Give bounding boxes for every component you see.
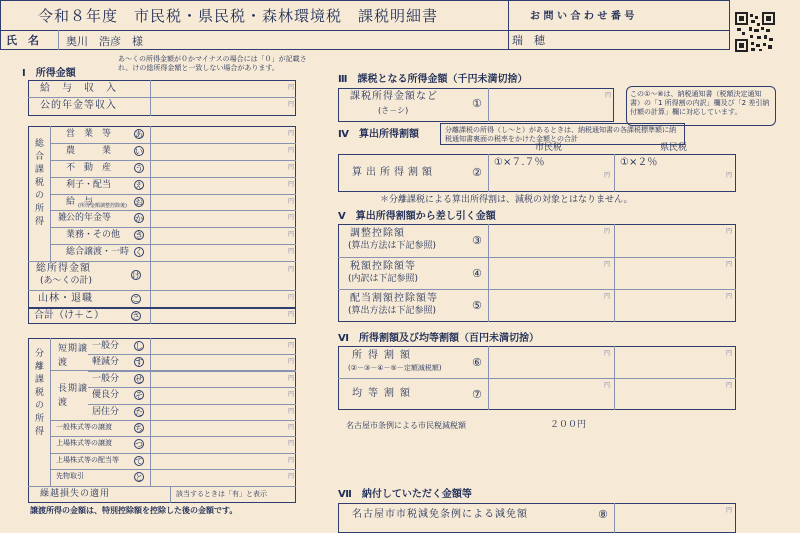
yen-unit: 円: [604, 350, 611, 357]
mark-sa: さ: [132, 312, 140, 321]
comprehensive-income-group-label: 総合課税の所得: [33, 138, 43, 229]
deduction-sub: (算出方法は下記参照): [348, 306, 437, 317]
yen-unit: 円: [288, 424, 295, 431]
section-4-title: Ⅳ 算出所得割額: [338, 129, 419, 140]
long-term-label: 長期譲渡: [58, 384, 89, 408]
income-row-label: 給 与: [66, 196, 94, 207]
value-col-divider: [150, 338, 151, 486]
city-reduction-value: ２００円: [550, 420, 587, 430]
separate-row-label: 一般分: [92, 341, 120, 351]
exemption-label: 名古屋市市税減免条例による減免額: [352, 509, 528, 520]
row-divider: [50, 143, 296, 144]
inquiry-label: お 問 い 合 わ せ 番 号: [530, 11, 635, 22]
income-note: あ〜くの所得金額が０かマイナスの場合には「０」が記載され、けの総所得金額と一致しない場合があります。: [118, 55, 307, 72]
yen-unit: 円: [604, 172, 611, 179]
col-divider: [614, 503, 615, 533]
separate-tax-footnote: ＊分離課税による算出所得割は、減税の対象とはなりません。: [380, 195, 633, 205]
yen-unit: 円: [726, 260, 733, 268]
district-label: 瑞 穂: [512, 34, 545, 47]
row-divider: [50, 244, 296, 245]
income-row-label: 利子・配当: [66, 179, 112, 190]
section-3-title: Ⅲ 課税となる所得金額（千円未満切捨）: [338, 74, 528, 85]
separate-income-group-label: 分離課税の所得: [33, 348, 43, 439]
page-title: 令和８年度 市民税・県民税・森林環境税 課税明細書: [38, 7, 439, 25]
separate-row-mark: せ: [135, 374, 143, 384]
separate-row-label: 一般分: [92, 373, 120, 384]
pension-income-label: 公的年金等収入: [40, 100, 117, 111]
row-divider: [50, 210, 296, 211]
income-row-label: 公的年金等: [66, 213, 112, 224]
yen-unit: 円: [726, 172, 733, 179]
yen-unit: 円: [726, 382, 733, 389]
separate-row-mark: ち: [135, 424, 143, 433]
separate-row-label: 上場株式等の譲渡: [56, 439, 112, 448]
short-term-label: 短期譲渡: [58, 344, 89, 368]
income-row-mark: き: [135, 231, 143, 241]
yen-unit: 円: [726, 350, 733, 357]
yen-unit: 円: [288, 266, 295, 273]
carry-loss-note: 該当するときは「有」と表示: [176, 490, 267, 498]
separate-row-label: 軽減分: [92, 357, 120, 368]
sum-label: 合計（け＋こ）: [34, 310, 104, 321]
separate-row-mark: た: [135, 407, 143, 417]
city-tax-col-header: 市民税: [535, 143, 563, 153]
income-row-label: 農 業: [66, 145, 112, 156]
header-row-divider: [0, 30, 730, 31]
header-divider: [508, 0, 509, 50]
yen-unit: 円: [288, 358, 295, 366]
income-row-mark: え: [135, 180, 143, 190]
yen-unit: 円: [288, 248, 295, 256]
row-divider: [338, 257, 736, 258]
yen-unit: 円: [726, 293, 733, 301]
mark-1: ①: [472, 97, 482, 110]
section-1-title: Ⅰ 所得金額: [22, 68, 76, 79]
yen-unit: 円: [604, 260, 611, 268]
carry-loss-label: 繰越損失の適用: [40, 489, 111, 499]
separate-row-mark: と: [135, 473, 143, 483]
yen-unit: 円: [288, 101, 295, 108]
col-divider: [488, 88, 489, 122]
row-divider: [50, 227, 296, 228]
tax-amount-label: 均等割額: [352, 388, 416, 399]
yen-unit: 円: [288, 440, 295, 448]
row-divider: [28, 290, 296, 291]
yen-unit: 円: [288, 146, 295, 154]
yen-unit: 円: [604, 293, 611, 301]
name-value: 奥川 浩彦 様: [66, 35, 143, 48]
income-row-mark: い: [135, 146, 143, 156]
yen-unit: 円: [288, 473, 295, 481]
yen-unit: 円: [288, 342, 295, 349]
col-divider: [488, 154, 489, 192]
yen-unit: 円: [288, 456, 295, 464]
income-row-mark: か: [135, 214, 143, 224]
separate-row-mark: つ: [135, 440, 143, 450]
income-row-label: 総合譲渡・一時: [66, 247, 130, 258]
section-3-note: この①〜⑧は、納税通知書（税額決定通知書）の「1 所得割の内訳」欄及び「2 差引納付額の計算」欄に対応しています。: [626, 86, 776, 126]
row-divider: [50, 453, 296, 454]
tax-amount-mark: ⑥: [472, 356, 482, 369]
yen-unit: 円: [288, 374, 295, 382]
section-6-title: Ⅵ 所得割額及び均等割額（百円未満切捨）: [338, 333, 539, 344]
separate-row-label: 優良分: [92, 390, 120, 401]
row-divider: [88, 387, 296, 388]
yen-unit: 円: [604, 228, 611, 235]
row-divider: [50, 160, 296, 161]
row-divider: [28, 486, 296, 487]
row-divider: [28, 97, 296, 98]
income-row-mark: く: [135, 248, 143, 258]
deduction-mark: ④: [472, 266, 482, 280]
row-divider: [28, 261, 296, 262]
misc-label: 雑: [58, 213, 68, 223]
name-label: 氏 名: [6, 34, 39, 47]
yen-unit: 円: [605, 92, 612, 99]
qr-code-icon: [735, 12, 775, 52]
separate-row-label: 上場株式等の配当等: [56, 455, 119, 464]
name-divider: [58, 30, 59, 50]
col-divider: [150, 80, 151, 116]
yen-unit: 円: [726, 507, 733, 514]
section-7-title: Ⅶ 納付していただく金額等: [338, 489, 472, 500]
yen-unit: 円: [288, 163, 295, 171]
pref-tax-formula: ①×２％: [620, 157, 658, 168]
row-divider: [50, 469, 296, 470]
col-divider: [614, 154, 615, 192]
yen-unit: 円: [288, 407, 295, 415]
separate-row-label: 居住分: [92, 406, 120, 417]
yen-unit: 円: [288, 311, 295, 318]
value-col-divider: [150, 126, 151, 324]
yen-unit: 円: [726, 228, 733, 235]
section-5-title: Ⅴ 算出所得割額から差し引く金額: [338, 211, 496, 222]
transfer-income-note: 譲渡所得の金額は、特別控除額を控除した後の金額です。: [30, 506, 238, 515]
deduction-sub: (算出方法は下記参照): [348, 241, 437, 251]
yen-unit: 円: [288, 391, 295, 399]
yen-unit: 円: [604, 382, 611, 389]
deduction-mark: ⑤: [472, 299, 482, 313]
row-divider: [50, 177, 296, 178]
calculated-tax-label: 算出所得割額: [352, 167, 436, 178]
col-divider: [170, 486, 171, 503]
mark-8: ⑧: [598, 508, 608, 521]
yen-unit: 円: [288, 231, 295, 239]
total-income-label: 総所得金額: [36, 263, 91, 274]
mark-2: ②: [472, 166, 482, 179]
yen-unit: 円: [288, 214, 295, 222]
separate-row-label: 先物取引: [56, 472, 84, 481]
yen-unit: 円: [288, 294, 295, 301]
forest-retirement-label: 山林・退職: [38, 293, 93, 304]
city-reduction-label: 名古屋市条例による市民税減税額: [346, 421, 466, 430]
row-divider: [88, 354, 296, 355]
row-divider: [50, 420, 296, 421]
income-row-mark: あ: [135, 130, 143, 139]
col-divider: [614, 224, 615, 322]
separate-row-mark: す: [135, 358, 143, 368]
row-divider: [50, 194, 296, 195]
income-row-label: 営 業 等: [66, 129, 112, 139]
row-divider: [338, 289, 736, 290]
tax-amount-sub: (②－③－④－⑤－定額減税額): [348, 364, 442, 372]
mark-ko: こ: [132, 295, 140, 304]
row-divider: [50, 436, 296, 437]
pref-tax-col-header: 県民税: [660, 143, 688, 153]
deduction-label: 調整控除額: [350, 228, 405, 239]
income-row-mark: お: [135, 197, 143, 207]
yen-unit: 円: [288, 84, 295, 91]
income-row-label: 不 動 産: [66, 162, 112, 173]
taxable-income-label: 課税所得金額など: [350, 91, 438, 102]
deduction-mark: ③: [472, 234, 482, 247]
income-row-mark: う: [135, 163, 143, 173]
tax-amount-mark: ⑦: [472, 388, 482, 401]
total-income-sub: (あ〜くの計): [40, 276, 93, 286]
deduction-label: 配当割額控除額等: [350, 293, 438, 305]
group-divider: [50, 338, 51, 486]
separate-row-mark: し: [135, 342, 143, 351]
separate-row-mark: そ: [135, 391, 143, 401]
salary-adjustment-note: (所得金額調整控除後): [78, 202, 127, 209]
tax-amount-label: 所得割額: [352, 350, 416, 361]
deduction-sub: (内訳は下記参照): [348, 273, 419, 284]
yen-unit: 円: [288, 180, 295, 188]
salary-income-label: 給 与 収 入: [40, 83, 117, 94]
separate-row-label: 一般株式等の譲渡: [56, 423, 112, 431]
deduction-label: 税額控除額等: [350, 260, 416, 272]
taxable-income-sub: (さ－シ): [378, 106, 409, 115]
separate-row-mark: て: [135, 456, 143, 466]
income-row-label: 業務・その他: [66, 230, 121, 241]
section-4-note: 分離課税の所得（し〜と）があるときは、納税通知書の各課税標準額に納税通知書裏面の税率をかけた金額との合計: [440, 123, 685, 145]
city-tax-formula: ①×７.７％: [494, 157, 545, 168]
row-divider: [88, 404, 296, 405]
yen-unit: 円: [288, 130, 295, 137]
col-divider: [488, 224, 489, 322]
row-divider: [28, 307, 296, 309]
mark-ke: け: [132, 271, 140, 280]
row-divider: [50, 370, 296, 371]
yen-unit: 円: [288, 197, 295, 205]
row-divider: [338, 378, 736, 379]
